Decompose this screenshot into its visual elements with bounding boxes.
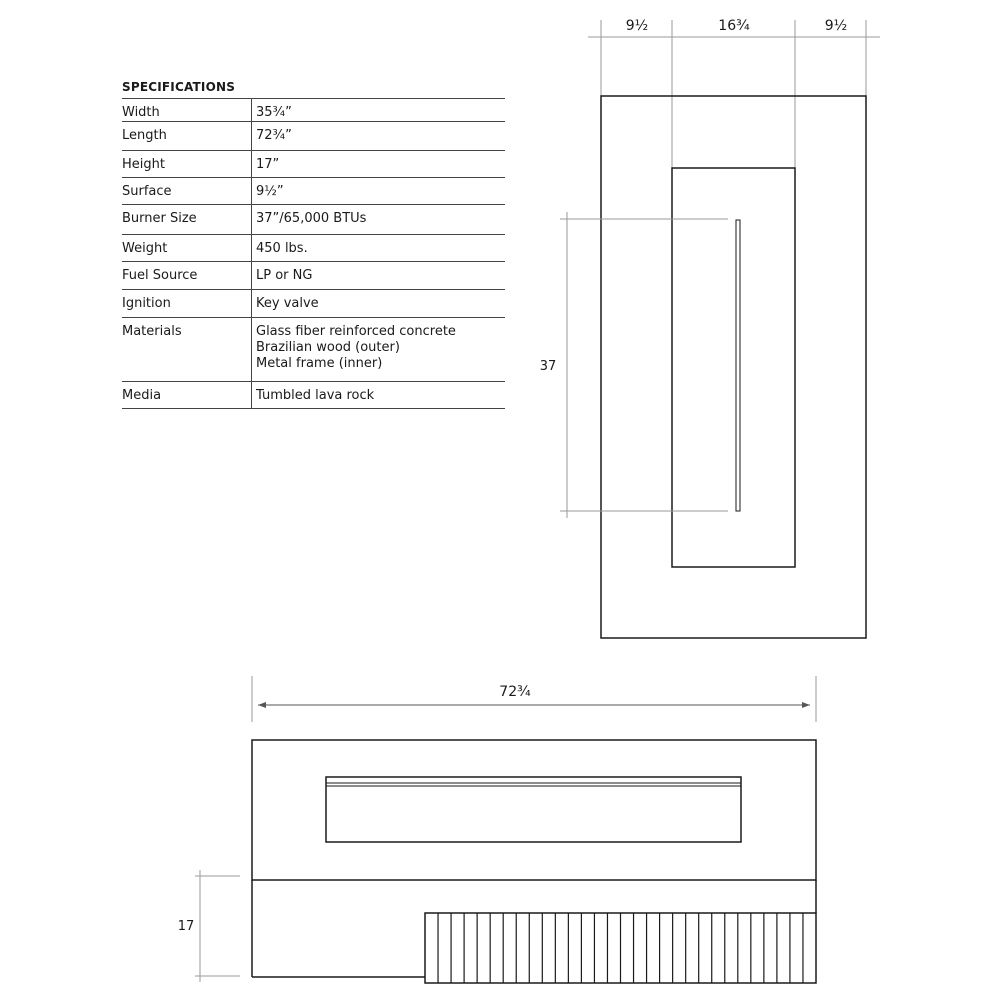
spec-label: Media [122, 388, 162, 403]
spec-label: Fuel Source [122, 268, 198, 283]
spec-label: Width [122, 105, 160, 120]
top-view-outline [601, 96, 866, 638]
dim-label-left: 9½ [625, 18, 649, 34]
spec-value-line: Brazilian wood (outer) [256, 340, 400, 355]
top-view [540, 18, 880, 638]
arrowhead-left [258, 702, 266, 708]
side-view [178, 676, 816, 983]
spec-value: 9½” [251, 178, 505, 204]
dim-label-right: 9½ [824, 18, 848, 34]
side-view-top-surface [252, 740, 816, 880]
spec-label: Height [122, 157, 165, 172]
dim-label-burner: 37 [539, 359, 557, 374]
spec-value: 72¾” [251, 122, 505, 150]
spec-value: 450 lbs. [251, 235, 505, 261]
spec-label: Surface [122, 184, 172, 199]
burner-tray-outline [672, 168, 795, 567]
spec-value-line: Metal frame (inner) [256, 356, 383, 371]
spec-value-line: Glass fiber reinforced concrete [256, 324, 456, 339]
spec-label: Burner Size [122, 211, 197, 226]
spec-value: 17” [251, 151, 505, 177]
spec-value: LP or NG [251, 262, 505, 289]
dim-label-center: 16¾ [718, 18, 750, 34]
dim-label-length: 72¾ [499, 684, 531, 700]
burner-slot [736, 220, 740, 511]
spec-label: Ignition [122, 296, 171, 311]
spec-value: Tumbled lava rock [251, 382, 505, 408]
spec-value: Key valve [251, 290, 505, 317]
dim-label-height: 17 [177, 919, 195, 934]
spec-value: 35¾” [251, 99, 505, 121]
arrowhead-right [802, 702, 810, 708]
burner-recess [326, 777, 741, 842]
spec-label: Materials [122, 324, 182, 339]
wood-slats [438, 913, 803, 983]
spec-label: Length [122, 128, 167, 143]
spec-value: 37”/65,000 BTUs [251, 205, 505, 234]
specifications-title: SPECIFICATIONS [122, 80, 236, 94]
spec-label: Weight [122, 241, 168, 256]
